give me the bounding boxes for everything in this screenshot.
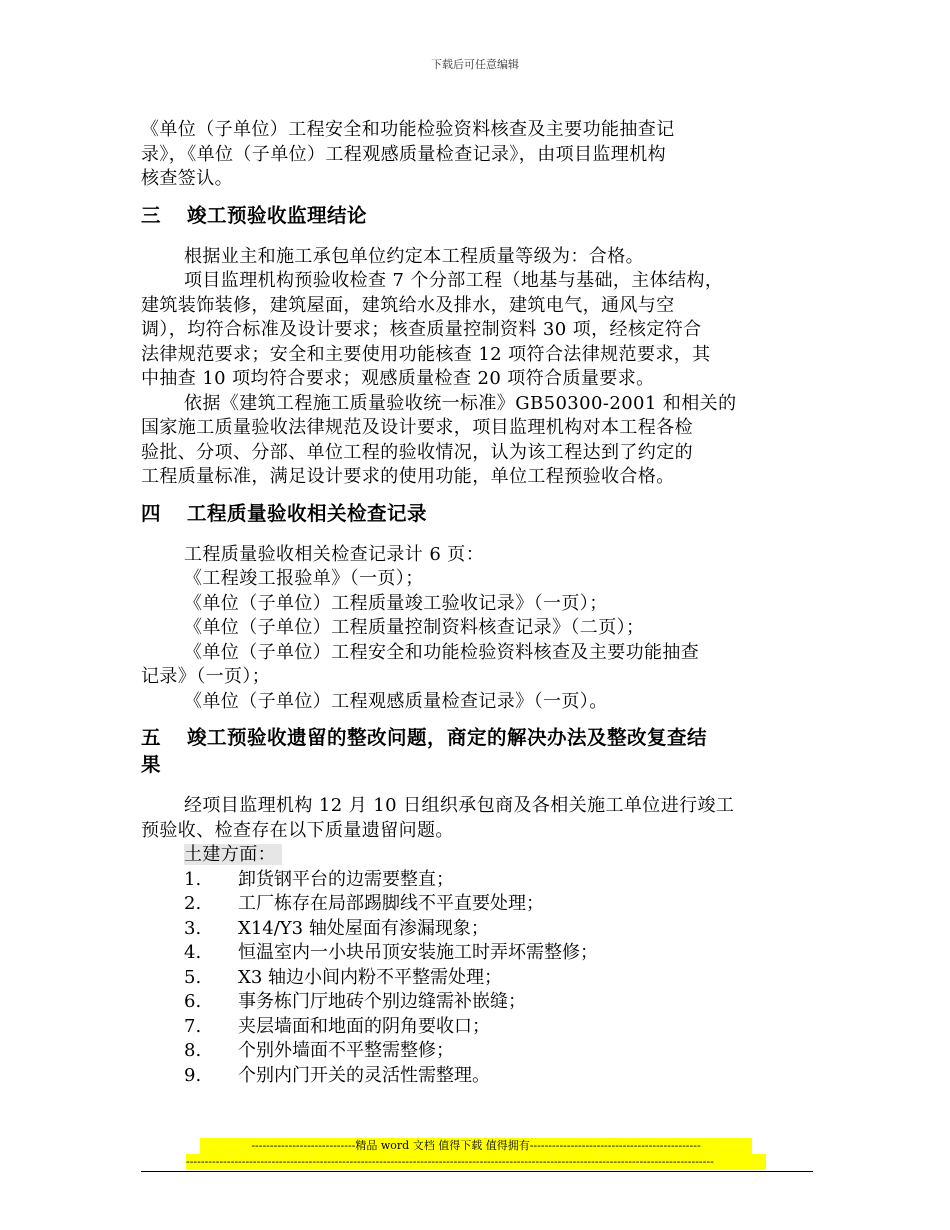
list-number: 8. bbox=[184, 1040, 202, 1061]
list-item bbox=[141, 1064, 813, 1089]
list-number: 5. bbox=[184, 966, 202, 988]
paragraph-line: 中抽查 10 项均符合要求；观感质量检查 20 项符合质量要求。 bbox=[141, 368, 655, 389]
paragraph-line: 经项目监理机构 12 月 10 日组织承包商及各相关施工单位进行竣工 bbox=[184, 795, 735, 816]
section-title: 竣工预验收遗留的整改问题，商定的解决办法及整改复查结 bbox=[187, 726, 708, 749]
paragraph-line: 项目监理机构预验收检查 7 个分部工程（地基与基础，主体结构， bbox=[184, 270, 724, 291]
list-item bbox=[141, 990, 813, 1015]
section-title-continued: 果 bbox=[141, 753, 162, 776]
list-text: 恒温室内一小块吊顶安装施工时弄坏需整修； bbox=[238, 942, 598, 963]
list-item bbox=[141, 941, 813, 966]
list-number: 3. bbox=[184, 917, 202, 939]
footer-rule bbox=[141, 1171, 813, 1172]
list-number: 9. bbox=[184, 1064, 202, 1086]
list-text: 个别外墙面不平整需整修； bbox=[238, 1040, 454, 1061]
paragraph: 根据业主和施工承包单位约定本工程质量等级为：合格。 bbox=[184, 245, 644, 267]
section-number: 四 bbox=[141, 501, 162, 525]
list-item bbox=[141, 1039, 813, 1064]
footer-banner: ----------------------------精品 word 文档 值得下载 值得拥有---------------------------------------------- bbox=[200, 1138, 752, 1154]
section-heading-3 bbox=[141, 202, 813, 229]
paragraph-line: 调），均符合标准及设计要求；核查质量控制资料 30 项，经核定符合 bbox=[141, 319, 702, 340]
record-item: 《单位（子单位）工程质量竣工验收记录》（一页）； bbox=[184, 592, 608, 614]
list-text: 夹层墙面和地面的阴角要收口； bbox=[238, 1015, 490, 1037]
paragraph-line: 法律规范要求；安全和主要使用功能核查 12 项符合法律规范要求，其 bbox=[141, 343, 711, 365]
intro-line: 核查签认。 bbox=[141, 168, 233, 189]
paragraph-line: 工程质量标准，满足设计要求的使用功能，单位工程预验收合格。 bbox=[141, 466, 675, 487]
paragraph-line: 建筑装饰装修，建筑屋面，建筑给水及排水，建筑电气，通风与空 bbox=[141, 294, 675, 316]
paragraph-line: 国家施工质量验收法律规范及设计要求，项目监理机构对本工程各检 bbox=[141, 417, 693, 438]
highlighted-subheading: 土建方面： bbox=[184, 844, 282, 865]
list-text: X14/Y3 轴处屋面有渗漏现象； bbox=[238, 917, 489, 939]
list-item bbox=[141, 892, 813, 917]
paragraph-line: 验批、分项、分部、单位工程的验收情况，认为该工程达到了约定的 bbox=[141, 441, 693, 463]
footer-banner-dashes: ---------------------------------------------------------------------------------------------------------------------------------------------- bbox=[186, 1154, 766, 1170]
record-item: 《单位（子单位）工程质量控制资料核查记录》（二页）； bbox=[184, 617, 645, 638]
list-number: 4. bbox=[184, 942, 202, 963]
paragraph-line: 预验收、检查存在以下质量遗留问题。 bbox=[141, 819, 454, 841]
section-title: 竣工预验收监理结论 bbox=[187, 203, 368, 227]
list-item bbox=[141, 868, 813, 893]
record-item: 《工程竣工报验单》（一页）； bbox=[184, 568, 424, 589]
list-number: 6. bbox=[184, 991, 202, 1012]
section-title: 工程质量验收相关检查记录 bbox=[187, 501, 428, 525]
list-number: 1. bbox=[184, 868, 202, 890]
section-number: 三 bbox=[141, 203, 162, 227]
page-header: 下载后可任意编辑 bbox=[431, 58, 519, 71]
list-text: 事务栋门厅地砖个别边缝需补嵌缝； bbox=[238, 991, 526, 1012]
record-item: 《单位（子单位）工程观感质量检查记录》（一页）。 bbox=[184, 690, 608, 712]
intro-line: 录》，《单位（子单位）工程观感质量检查记录》，由项目监理机构 bbox=[141, 143, 666, 165]
list-number: 7. bbox=[184, 1015, 202, 1037]
list-item bbox=[141, 1015, 813, 1040]
record-item: 《单位（子单位）工程安全和功能检验资料核查及主要功能抽查 bbox=[184, 641, 700, 663]
section-heading-5 bbox=[141, 724, 813, 751]
intro-line: 《单位（子单位）工程安全和功能检验资料核查及主要功能抽查记 bbox=[141, 119, 675, 140]
list-text: 工厂栋存在局部踢脚线不平直要处理； bbox=[238, 893, 544, 914]
list-text: 个别内门开关的灵活性需整理。 bbox=[238, 1064, 490, 1086]
list-number: 2. bbox=[184, 893, 202, 914]
paragraph: 工程质量验收相关检查记录计 6 页： bbox=[184, 543, 485, 565]
list-text: 卸货钢平台的边需要整直； bbox=[238, 868, 454, 890]
subheading bbox=[141, 843, 813, 868]
list-item bbox=[141, 917, 813, 942]
section-number: 五 bbox=[141, 726, 162, 749]
record-item-continued: 记录》（一页）； bbox=[141, 666, 271, 687]
list-item bbox=[141, 966, 813, 991]
list-text: X3 轴边小间内粉不平整需处理； bbox=[238, 966, 502, 988]
paragraph-line: 依据《建筑工程施工质量验收统一标准》GB50300-2001 和相关的 bbox=[184, 392, 737, 414]
document-body bbox=[141, 118, 813, 1088]
section-heading-4 bbox=[141, 500, 813, 527]
